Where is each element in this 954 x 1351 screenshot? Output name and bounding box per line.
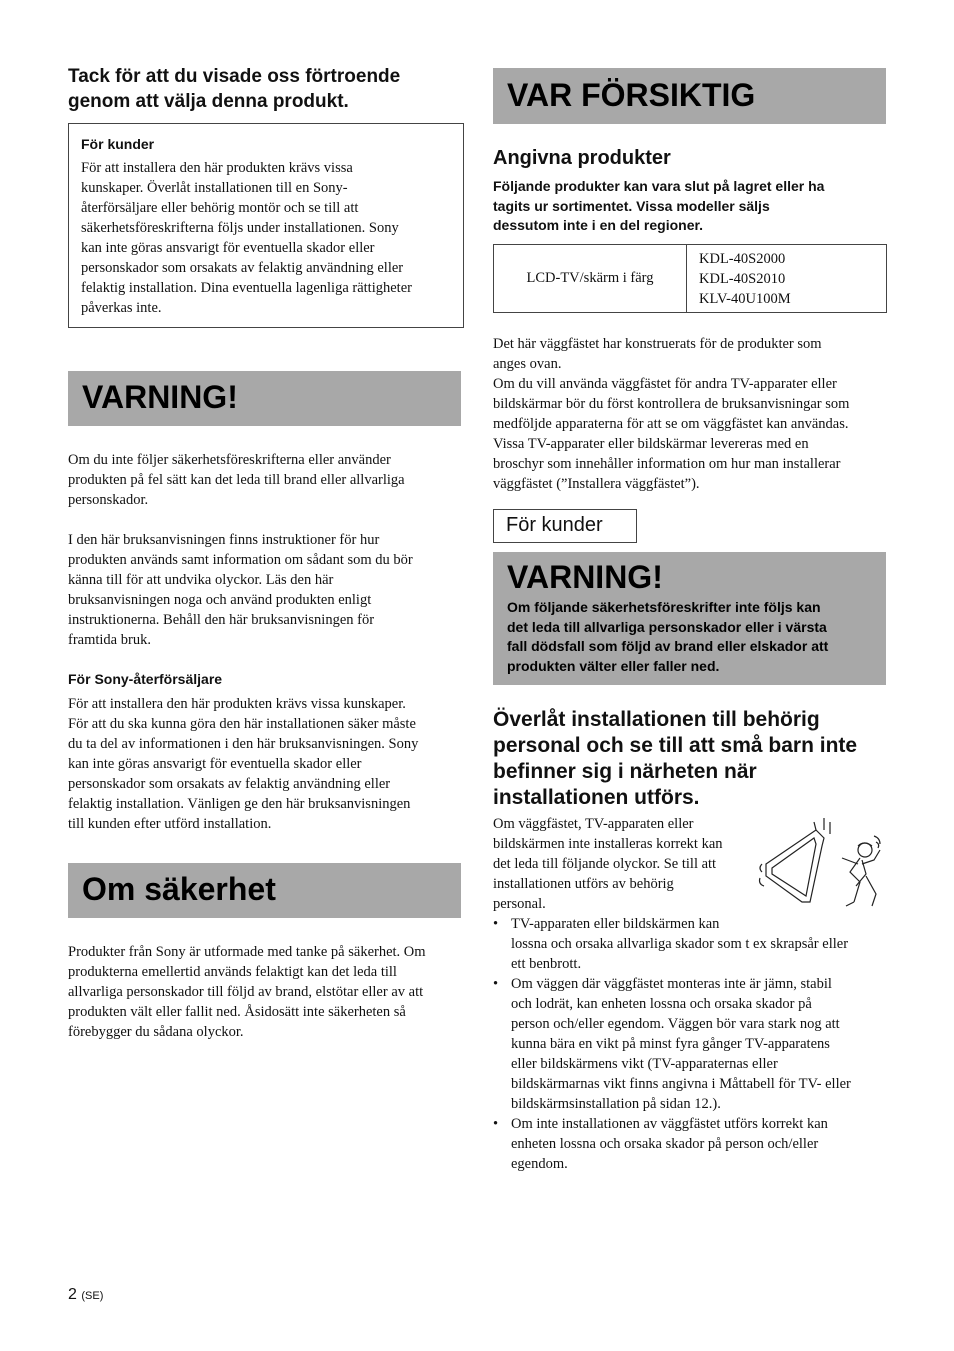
text-line: det leda till följande olyckor. Se till att <box>493 856 717 872</box>
text-line: känna till för att undvika olyckor. Läs den här <box>68 572 334 588</box>
text-line: förebygger du sådana olyckor. <box>68 1024 244 1040</box>
list-item: • TV-apparaten eller bildskärmen kan lossna och orsaka allvarliga skador som t ex skrapsår eller ett benbrott. <box>493 916 849 972</box>
text-line: allvarliga personskador till följd av brand, elstötar eller av att <box>68 984 424 1000</box>
resellers-title: För Sony-återförsäljare <box>68 671 223 687</box>
text-line: person och/eller egendom. Väggen bör vara stark nog att <box>511 1016 840 1032</box>
text-line: produkten välter eller faller ned. <box>507 657 720 674</box>
customers-box <box>68 123 464 328</box>
thanks-heading-line: genom att välja denna produkt. <box>68 91 349 112</box>
text-line: kan inte göras ansvarigt för eventuella skador eller <box>68 756 362 772</box>
install-heading <box>493 707 893 811</box>
text-line: Om väggen där väggfästet monteras inte är jämn, stabil <box>511 976 832 992</box>
resellers-paragraph <box>68 694 468 834</box>
text-line: tagits ur sortimentet. Vissa modeller säljs <box>493 197 770 214</box>
text-line: personskador. <box>68 492 149 508</box>
text-line: till kunden efter utförd installation. <box>68 816 272 832</box>
text-line: personal. <box>493 896 546 912</box>
text-line: framtida bruk. <box>68 632 151 648</box>
text-line: påverkas inte. <box>81 300 162 316</box>
text-line: enheten lossna och orsaka skador på person och/eller <box>511 1136 819 1152</box>
table-cell-category: LCD-TV/skärm i färg <box>494 245 687 313</box>
text-line: personal och se till att små barn inte <box>493 734 858 757</box>
text-line: kunna bära en vikt på minst fyra gånger TV-apparatens <box>511 1036 830 1052</box>
model-name: KDL-40S2000 <box>699 250 786 267</box>
text-line: bildskärmarnas vikt finns angivna i Måttabell för TV- eller <box>511 1076 851 1092</box>
model-name: KDL-40S2010 <box>699 270 786 287</box>
text-line: Om du inte följer säkerhetsföreskrifterna eller använder <box>68 452 391 468</box>
table-cell-models <box>687 245 887 313</box>
text-line: det leda till allvarliga personskador eller i värsta <box>507 618 827 635</box>
text-line: säkerhetsföreskrifterna följs under installationen. Sony <box>81 220 399 236</box>
install-paragraph <box>493 814 753 914</box>
products-table <box>493 244 887 313</box>
warning-text <box>507 598 828 676</box>
text-line: Vissa TV-apparater eller bildskärmar levereras med en <box>493 436 809 452</box>
text-line: felaktig installation. Dina eventuella lagenliga rättigheter <box>81 280 412 296</box>
text-line: du ta del av informationen i den här bruksanvisningen. Sony <box>68 736 419 752</box>
text-line: Följande produkter kan vara slut på lagret eller ha <box>493 178 825 194</box>
customers-box-text <box>81 158 461 318</box>
list-item: • Om inte installationen av väggfästet utförs korrekt kan enheten lossna och orsaka skador på person och/eller egendom. <box>493 1116 828 1172</box>
safety-title: Om säkerhet <box>82 871 276 907</box>
text-line: broschyr som innehåller information om hur man installerar <box>493 456 841 472</box>
warning-paragraph <box>68 450 468 510</box>
text-line: egendom. <box>511 1156 568 1172</box>
text-line: TV-apparaten eller bildskärmen kan <box>511 916 720 932</box>
thanks-heading-line: Tack för att du visade oss förtroende <box>68 66 401 87</box>
safety-banner <box>68 863 461 918</box>
warning-title: VARNING! <box>82 379 238 415</box>
text-line: För att du ska kunna göra den här installationen säker måste <box>68 716 416 732</box>
text-line: Om följande säkerhetsföreskrifter inte följs kan <box>507 599 821 615</box>
text-line: Om du vill använda väggfästet för andra TV-apparater eller <box>493 376 837 392</box>
model-name: KLV-40U100M <box>699 290 791 307</box>
caution-title: VAR FÖRSIKTIG <box>507 77 756 113</box>
text-line: produkten vält eller fallit ned. Åsidosätt inte säkerheten så <box>68 1004 406 1020</box>
list-item: • Om väggen där väggfästet monteras inte är jämn, stabil och lodrät, kan enheten lossna och orsaka skador på person och/eller egendom. Väggen bör vara stark nog att kunna bära en vikt på minst fyra gånger TV-apparatens eller bildskärmens vikt (TV-apparaternas eller bildskärmarnas vikt finns angivna i Måttabell för TV- eller bildskärmsinstallation på sidan 12.). <box>493 976 851 1112</box>
text-line: Om inte installationen av väggfästet utförs korrekt kan <box>511 1116 828 1132</box>
text-line: installationen utförs. <box>493 786 700 809</box>
customers-label: För kunder <box>493 509 637 543</box>
warning-banner <box>68 371 461 426</box>
text-line: återförsäljare eller behörig montör och se till att <box>81 200 359 216</box>
text-line: anges ovan. <box>493 356 562 372</box>
products-note <box>493 177 893 236</box>
text-line: väggfästet (”Installera väggfästet”). <box>493 476 700 492</box>
text-line: eller bildskärmens vikt (TV-apparaternas eller <box>511 1056 778 1072</box>
bullet-list <box>493 914 888 1174</box>
text-line: personskador som orsakats av felaktig användning eller <box>68 776 391 792</box>
text-line: Om väggfästet, TV-apparaten eller <box>493 816 694 832</box>
text-line: medföljde apparaterna för att se om väggfästet kan användas. <box>493 416 849 432</box>
instructions-paragraph <box>68 530 468 650</box>
products-title: Angivna produkter <box>493 147 671 169</box>
text-line: felaktig installation. Vänligen ge den här bruksanvisningen <box>68 796 411 812</box>
text-line: och lodrät, kan enheten lossna och orsaka skador på <box>511 996 812 1012</box>
text-line: kunskaper. Överlåt installationen till en Sony- <box>81 180 348 196</box>
text-line: lossna och orsaka allvarliga skador som t ex skrapsår eller <box>511 936 849 952</box>
text-line: bruksanvisningen noga och använd produkten enligt <box>68 592 372 608</box>
text-line: produkten används samt information om sådant som du bör <box>68 552 413 568</box>
thanks-heading <box>68 64 468 114</box>
text-line: dessutom inte i en del regioner. <box>493 217 704 233</box>
text-line: installationen utförs av behörig <box>493 876 674 892</box>
caution-banner <box>493 68 886 124</box>
intro-paragraph <box>493 334 893 494</box>
text-line: produkten på fel sätt kan det leda till brand eller allvarliga <box>68 472 405 488</box>
text-line: personskador som orsakats av felaktig användning eller <box>81 260 404 276</box>
text-line: bildskärmen inte installeras korrekt kan <box>493 836 723 852</box>
text-line: fall dödsfall som följd av brand eller elskador att <box>507 638 829 654</box>
text-line: Det här väggfästet har konstruerats för de produkter som <box>493 336 822 352</box>
text-line: I den här bruksanvisningen finns instruktioner för hur <box>68 532 380 548</box>
warning-box <box>493 552 886 685</box>
page-footer <box>68 1286 103 1304</box>
customers-box-title: För kunder <box>81 136 155 152</box>
text-line: För att installera den här produkten krävs vissa kunskaper. <box>68 696 406 712</box>
text-line: Produkter från Sony är utformade med tanke på säkerhet. Om <box>68 944 426 960</box>
text-line: kan inte göras ansvarigt för eventuella skador eller <box>81 240 375 256</box>
text-line: För att installera den här produkten krävs vissa <box>81 160 353 176</box>
page-number: 2 <box>68 1286 77 1303</box>
warning-title: VARNING! <box>507 559 663 595</box>
text-line: produkterna emellertid används felaktigt kan det leda till <box>68 964 397 980</box>
text-line: befinner sig i närheten när <box>493 760 757 783</box>
safety-paragraph <box>68 942 468 1042</box>
text-line: bildskärmsinstallation på sidan 12.). <box>511 1096 721 1112</box>
region-code: (SE) <box>81 1290 104 1302</box>
text-line: instruktionerna. Behåll den här bruksanvisningen för <box>68 612 375 628</box>
falling-tv-illustration <box>758 816 888 914</box>
text-line: bildskärmar bör du först kontrollera de bruksanvisningar som <box>493 396 850 412</box>
text-line: ett benbrott. <box>511 956 582 972</box>
text-line: Överlåt installationen till behörig <box>493 708 820 731</box>
